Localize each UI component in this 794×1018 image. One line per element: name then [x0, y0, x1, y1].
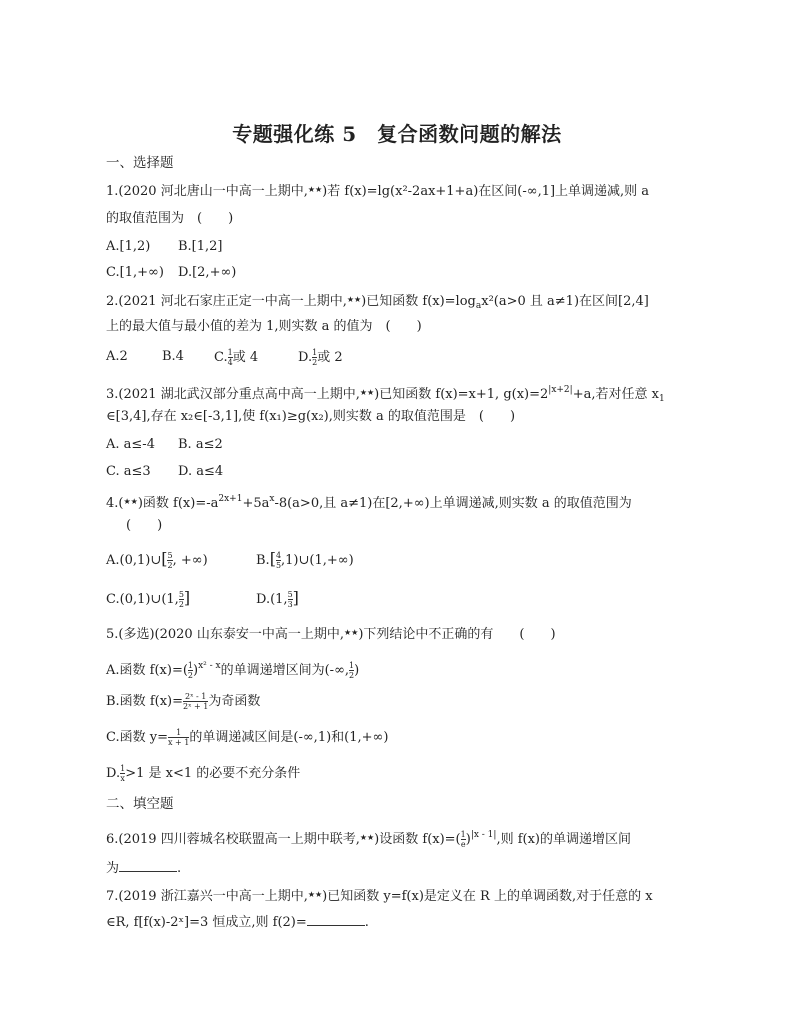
q1-option-d: D.[2,+∞) [178, 265, 237, 280]
q2-option-a: A.2 [106, 349, 128, 364]
q3-line1: 3.(2021 湖北武汉部分重点高中高一上期中,★★)已知函数 f(x)=x+1, $g(x)=2^{|x+2|}+a$,若对任意 $x_1$ [106, 385, 665, 404]
q2-options [106, 348, 343, 367]
q2-line2: 上的最大值与最小值的差为 1,则实数 a 的值为 ( ) [106, 319, 422, 334]
q1-option-c: C.[1,+∞) [106, 265, 164, 280]
q5-option-a: A.函数 f(x)=( $\frac{1}{2}$ )$^{x^2 - x}$的单调递增区间为(-∞, $\frac{1}{2}$ ) [106, 661, 360, 680]
q3-line2: ∈[3,4],存在 x₂∈[-3,1],使 f(x₁)≥g(x₂),则实数 a 的取值范围是 ( ) [106, 409, 516, 424]
section-fill: 二、填空题 [106, 796, 174, 812]
q1-options-ab [106, 238, 223, 256]
q4-option-c: C.(0,1)∪(1, $\frac{5}{2}$ ] [106, 588, 191, 609]
q1-line2: 的取值范围为 ( ) [106, 211, 234, 226]
q5-option-d: D. $\frac{1}{x}$ >1 是 x<1 的必要不充分条件 [106, 764, 301, 783]
q3-options-cd [106, 463, 224, 481]
q4-option-b: B.[ $\frac{4}{5}$ ,1)∪(1,+∞) [256, 549, 354, 570]
q3-option-d: D. a≤4 [178, 464, 224, 479]
q3-option-b: B. a≤2 [178, 437, 223, 452]
q3-options-ab [106, 436, 223, 454]
q4-options-cd [106, 588, 299, 609]
answer-blank[interactable] [307, 913, 365, 926]
q1-option-a: A.[1,2) [106, 239, 151, 254]
q3-option-a: A. a≤-4 [106, 437, 155, 452]
difficulty-star-icon: ★★ [123, 497, 138, 506]
q2-option-b: B.4 [162, 349, 184, 364]
q5-option-b: B.函数 f(x)= $\frac{\text{2ˣ - 1}}{\text{2ˣ + 1}}$ 为奇函数 [106, 692, 261, 711]
difficulty-star-icon: ★★ [307, 890, 323, 899]
q1-options-cd [106, 264, 237, 282]
difficulty-star-icon: ★★ [307, 185, 323, 194]
page-title: 专题强化练 5 复合函数问题的解法 [232, 122, 562, 146]
difficulty-star-icon: ★★ [359, 833, 375, 842]
q1-line1: 1.(2020 河北唐山一中高一上期中,★★)若 f(x)=lg(x²-2ax+1+a)在区间(-∞,1]上单调递减,则 a [106, 184, 650, 199]
q4-options-ab [106, 549, 354, 570]
q4-line1: 4.(★★)函数 $f(x)=-a^{2x+1}+5a^x-8(a>0$,且 a≠1)在[2,+∞)上单调递减,则实数 a 的取值范围为 [106, 494, 632, 511]
q7-line2: ∈R, f[f(x)-2ˣ]=3 恒成立,则 f(2)= . [106, 915, 369, 930]
q4-line2: ( ) [126, 518, 163, 533]
q2-option-d: D. $\frac{1}{2}$ 或 2 [298, 348, 343, 367]
q7-line1: 7.(2019 浙江嘉兴一中高一上期中,★★)已知函数 y=f(x)是定义在 R 上的单调函数,对于任意的 x [106, 889, 653, 904]
difficulty-star-icon: ★★ [343, 628, 359, 637]
q5-line1: 5.(多选)(2020 山东泰安一中高一上期中,★★)下列结论中不正确的有 ( ) [106, 627, 556, 642]
q3-option-c: C. a≤3 [106, 464, 151, 479]
q2-line1: 2.(2021 河北石家庄正定一中高一上期中,★★)已知函数 $f(x)=\log_ax^2(a>0$ 且 a≠1)在区间[2,4] [106, 294, 649, 311]
section-choice: 一、选择题 [106, 155, 174, 171]
answer-blank[interactable] [119, 859, 177, 872]
difficulty-star-icon: ★★ [346, 295, 362, 304]
q4-option-a: A.(0,1)∪[ $\frac{5}{2}$ , +∞) [106, 549, 208, 570]
q2-option-c: C. $\frac{1}{4}$ 或 4 [214, 348, 259, 367]
q6-line1: 6.(2019 四川蓉城名校联盟高一上期中联考,★★)设函数 f(x)=( $\frac{1}{e}$ )$^{|x - 1|}$,则 f(x)的单调递增区间 [106, 830, 632, 849]
q6-line2: 为 . [106, 861, 182, 876]
q5-option-c: C.函数 y= $\frac{1}{x + 1}$ 的单调递减区间是(-∞,1)和(1,+∞) [106, 728, 389, 747]
q4-option-d: D.(1, $\frac{5}{3}$ ] [256, 588, 299, 609]
q1-option-b: B.[1,2] [178, 239, 223, 254]
difficulty-star-icon: ★★ [359, 388, 375, 397]
